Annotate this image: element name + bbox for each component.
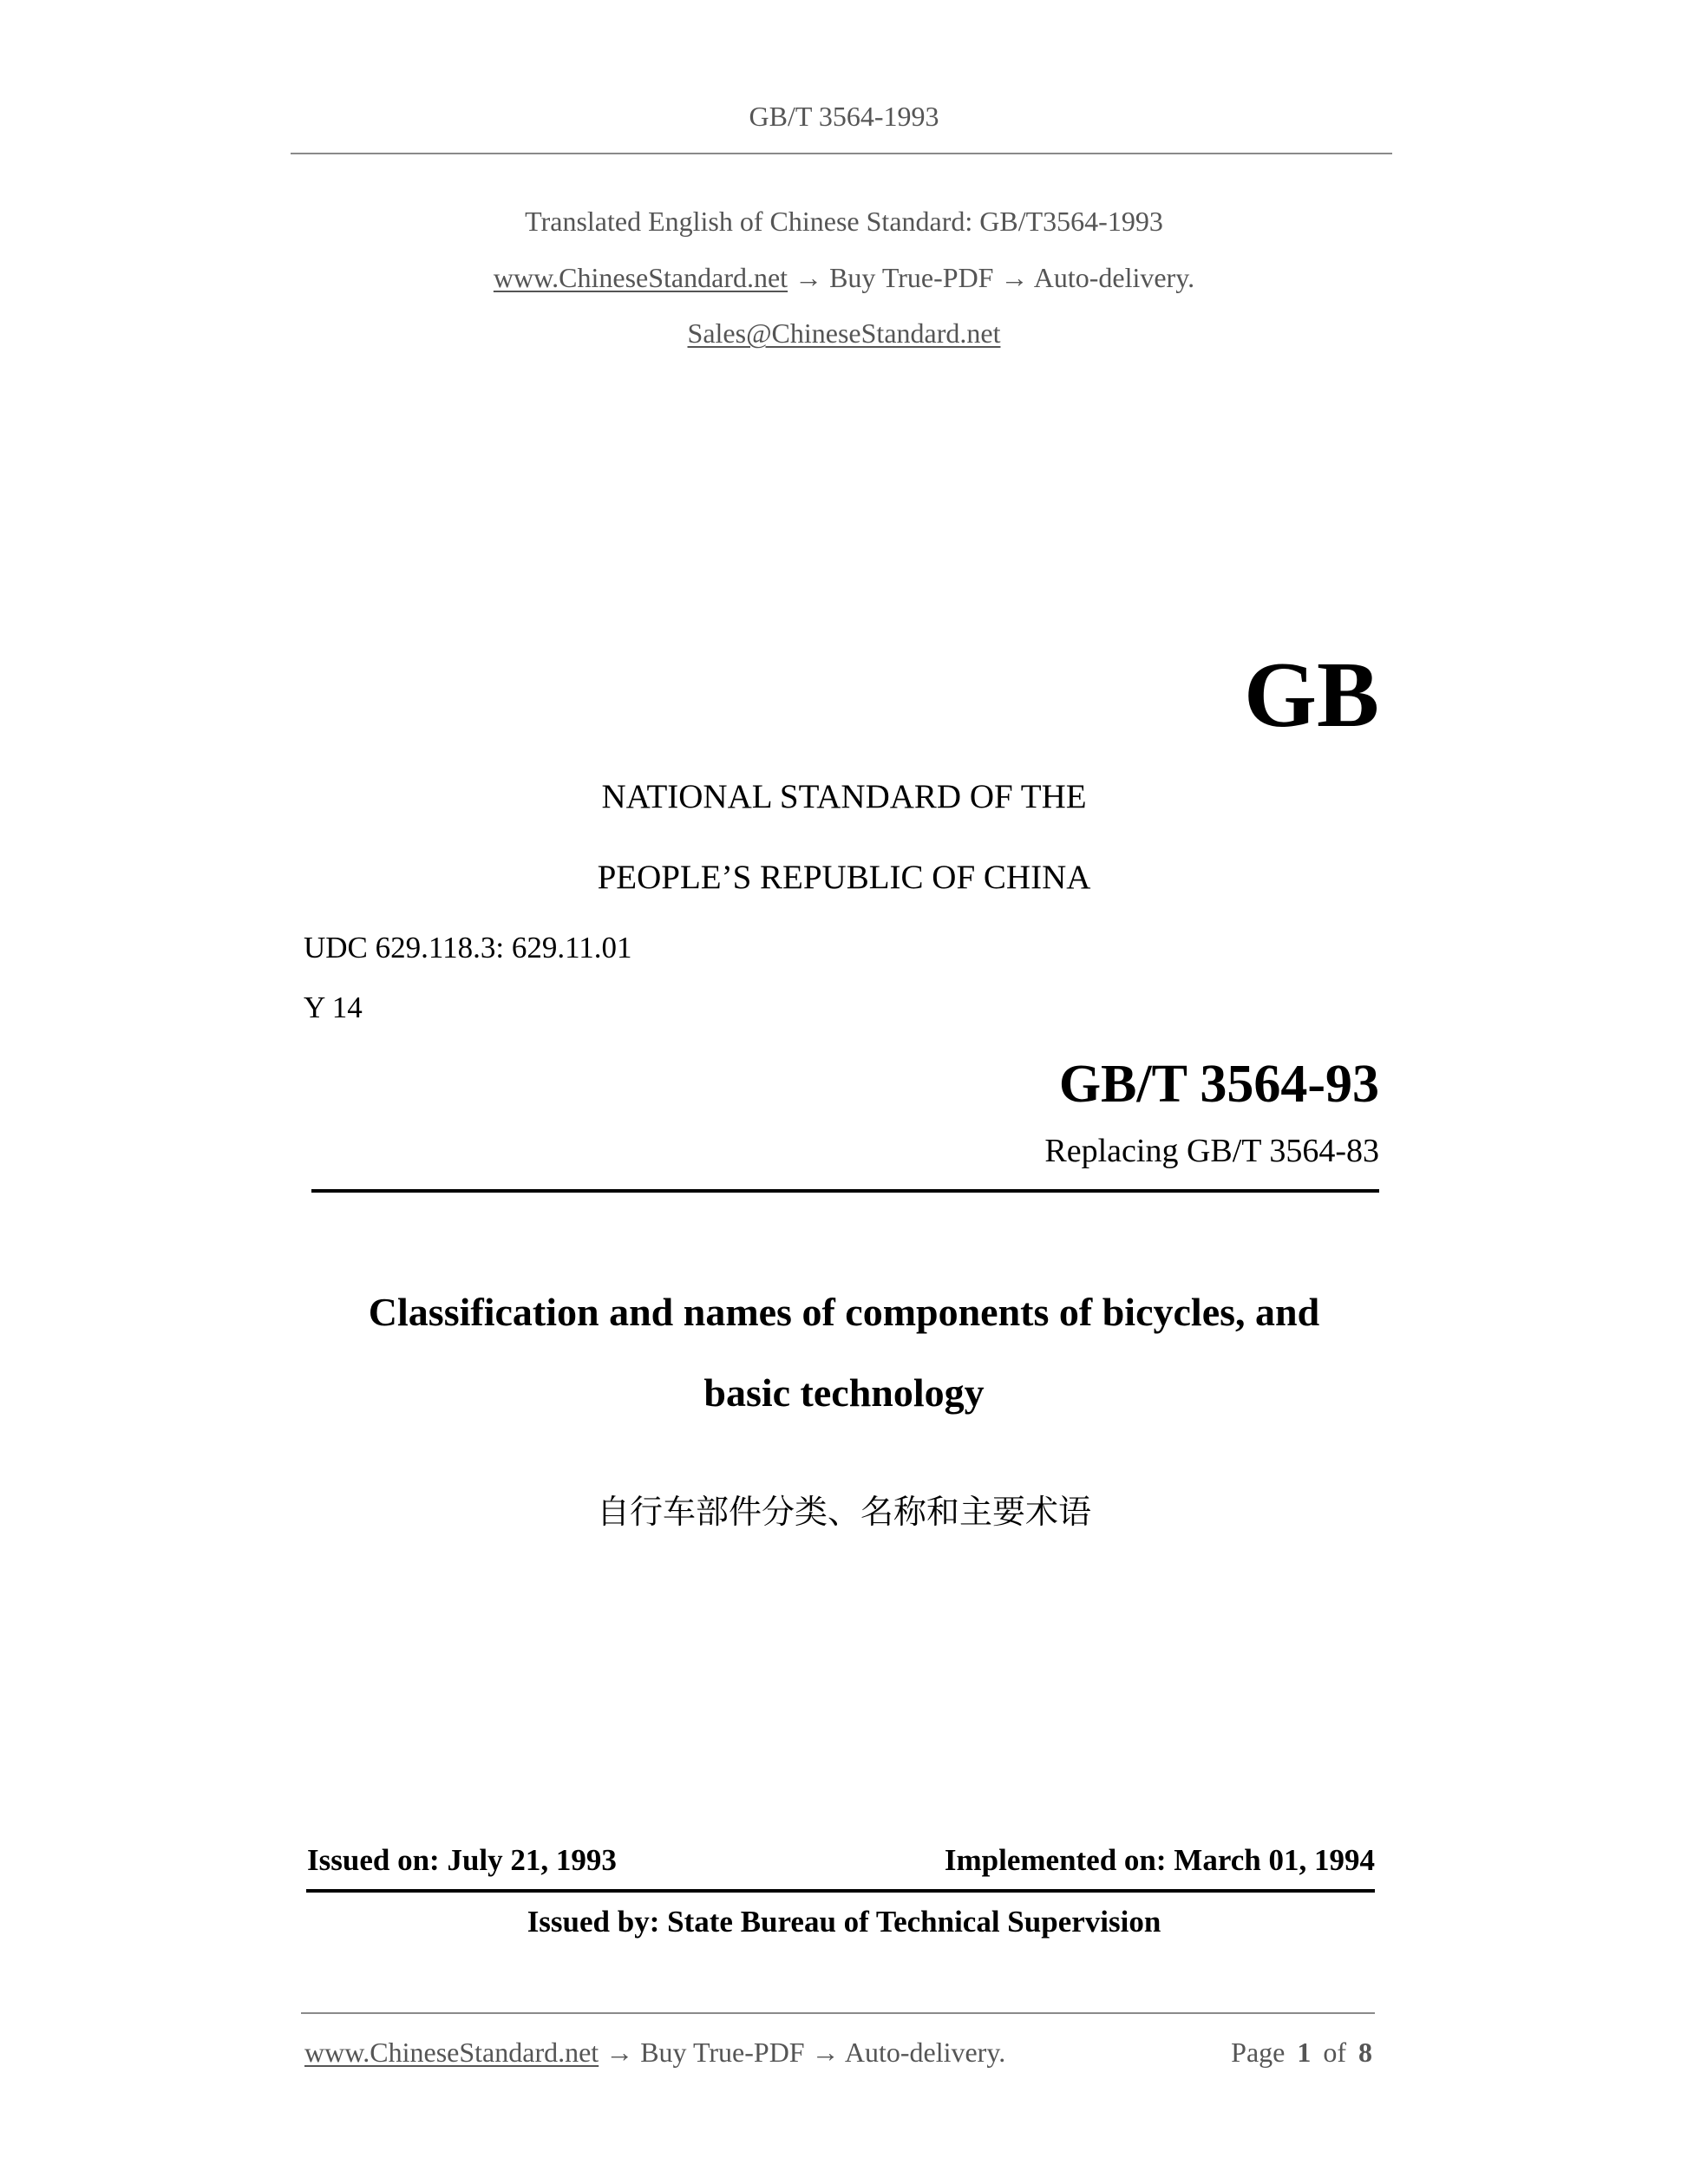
running-header: GB/T 3564-1993	[749, 101, 939, 132]
arrow-right-icon: →	[605, 2037, 634, 2068]
delivery-text: Auto-delivery.	[1033, 262, 1195, 293]
title-divider	[311, 1189, 1379, 1193]
page-total: 8	[1358, 2037, 1372, 2068]
standard-number: GB/T 3564-93	[1058, 1055, 1379, 1114]
email-line	[0, 317, 1688, 350]
title-en-line1: Classification and names of components of bicycles, and	[368, 1290, 1320, 1334]
site-link[interactable]: www.ChineseStandard.net	[493, 262, 788, 293]
gb-mark: GB	[1243, 644, 1379, 747]
national-standard-line2: PEOPLE’S REPUBLIC OF CHINA	[597, 859, 1091, 896]
title-en-line2: basic technology	[703, 1370, 985, 1415]
page-indicator	[1231, 2037, 1372, 2069]
email-link[interactable]: Sales@ChineseStandard.net	[687, 317, 1001, 349]
translation-notice: Translated English of Chinese Standard: GB/T3564-1993	[525, 206, 1163, 237]
national-standard-line1: NATIONAL STANDARD OF THE	[601, 778, 1087, 815]
page-current: 1	[1297, 2037, 1312, 2068]
arrow-right-icon: →	[795, 262, 823, 293]
purchase-line	[0, 262, 1688, 294]
category-code: Y 14	[304, 991, 363, 1024]
title-cn: 自行车部件分类、名称和主要术语	[596, 1493, 1091, 1531]
implemented-on: Implemented on: March 01, 1994	[944, 1843, 1375, 1877]
arrow-right-icon: →	[811, 2037, 840, 2068]
arrow-right-icon: →	[1000, 262, 1029, 293]
udc-code: UDC 629.118.3: 629.11.01	[304, 931, 632, 964]
page-of: of	[1323, 2037, 1346, 2068]
footer-buy-text: Buy True-PDF	[640, 2037, 805, 2068]
footer-delivery-text: Auto-delivery.	[844, 2037, 1006, 2068]
replacing-note: Replacing GB/T 3564-83	[1044, 1133, 1379, 1169]
header-divider	[291, 153, 1392, 154]
issue-divider	[306, 1889, 1375, 1893]
issued-on: Issued on: July 21, 1993	[307, 1843, 617, 1877]
footer-purchase-line	[304, 2037, 1005, 2069]
issued-by: Issued by: State Bureau of Technical Supervision	[527, 1905, 1161, 1939]
footer-divider	[301, 2012, 1375, 2014]
buy-text: Buy True-PDF	[829, 262, 994, 293]
page-label: Page	[1231, 2037, 1286, 2068]
footer-site-link[interactable]: www.ChineseStandard.net	[304, 2037, 599, 2068]
